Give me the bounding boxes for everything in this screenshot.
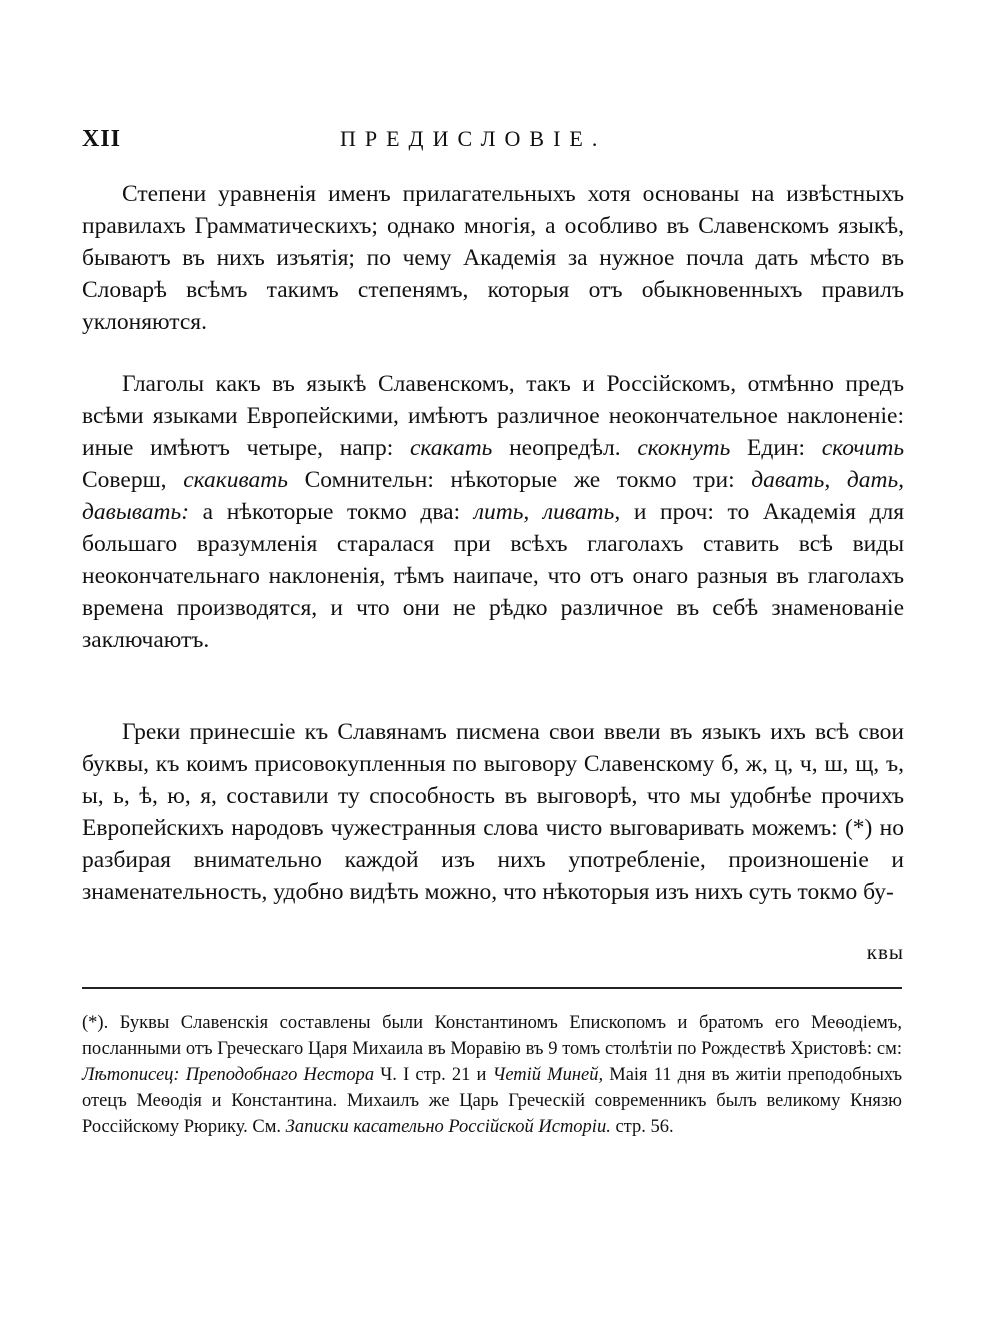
running-title: ПРЕДИСЛОВІЕ. bbox=[340, 126, 607, 151]
paragraph-verbs bbox=[82, 368, 904, 656]
paragraph-text: Един: bbox=[747, 435, 806, 461]
page-number: XII bbox=[82, 126, 122, 152]
paragraph-text: Степени уравненія именъ прилагательныхъ хотя основаны на извѣстныхъ правилахъ Грамматическихъ; однако многія, а особливо въ Славенскомъ языкѣ, бываютъ въ нихъ изъятія; по чему Академія за нужное почла дать мѣсто въ Словарѣ всѣмъ такимъ степенямъ, которыя отъ обыкновенныхъ правилъ уклоняются. bbox=[82, 181, 904, 335]
paragraph-text: неопредѣл. bbox=[509, 435, 621, 461]
verb-example: скокнуть bbox=[637, 435, 731, 461]
paragraph-text: составили ту способность въ выговорѣ, что мы удобнѣе прочихъ Европейскихъ народовъ чужестранныя слова чисто выговаривать можемъ: (*) но разбирая внимательно каждой изъ нихъ употребленіе, произношеніе и знаменательность, удобно видѣть можно, что нѣкоторыя изъ нихъ суть токмо бу- bbox=[82, 783, 905, 905]
footnote-citation: Лѣтописец: Преподобнаго Нестора bbox=[82, 1065, 375, 1085]
paragraph-text: Греки принесшіе къ Славянамъ писмена свои ввели въ языкъ ихъ всѣ свои буквы, къ коимъ присовокупленныя по выговору Славенскому bbox=[82, 719, 904, 777]
footnote-citation: Четій Миней, bbox=[492, 1065, 604, 1085]
footnote-text: (*). Буквы Славенскія составлены были Константиномъ Епископомъ и братомъ его Меѳодіемъ, посланными отъ Греческаго Царя Михаила въ Моравію въ 9 томъ столѣтіи по Рождествѣ Христовѣ: см: bbox=[82, 1013, 902, 1059]
paragraph-text: Сомнительн: нѣкоторые же токмо три: bbox=[304, 467, 735, 493]
page-header bbox=[82, 126, 902, 160]
paragraph-text: а нѣкоторые токмо два: bbox=[202, 499, 461, 525]
verb-example: скакивать bbox=[183, 467, 288, 493]
verb-example: скочить bbox=[821, 435, 905, 461]
paragraph-letters bbox=[82, 716, 904, 908]
catchword: квы bbox=[866, 940, 904, 964]
footnote-text: Маія 11 дня въ житіи преподобныхъ отецъ Меѳодія и Константина. Михаилъ же Царь Греческій современникъ былъ великому Князю Россійскому Рюрику. См. bbox=[82, 1065, 903, 1137]
footnote bbox=[82, 1010, 902, 1140]
paragraph-text: Соверш, bbox=[82, 467, 167, 493]
paragraph-text: Глаголы какъ въ языкѣ Славенскомъ, такъ и Россійскомъ, отмѣнно предъ всѣми языками Европейскими, имѣютъ различное неокончательное наклоненіе: иные имѣютъ четыре, напр: bbox=[82, 371, 904, 461]
footnote-text: Ч. I стр. 21 и bbox=[380, 1065, 487, 1085]
verb-example: скакать bbox=[409, 435, 493, 461]
paragraph-adjective-degrees bbox=[82, 178, 904, 338]
footnote-citation: Записки касательно Россійской Исторіи. bbox=[285, 1117, 611, 1137]
verb-example: давать, дать, давывать: bbox=[82, 467, 905, 525]
footnote-text: стр. 56. bbox=[615, 1117, 674, 1137]
footnote-divider bbox=[82, 987, 902, 989]
letter-list: б, ж, ц, ч, ш, щ, ъ, ы, ь, ѣ, ю, я, bbox=[82, 751, 905, 809]
paragraph-text: и проч: то Академія для большаго вразумленія старалася при всѣхъ глаголахъ ставить всѣ виды неокончательнаго наклоненія, тѣмъ наипаче, что отъ онаго разныя въ глаголахъ времена производятся, и что они не рѣдко различное въ себѣ знаменованіе заключаютъ. bbox=[82, 499, 905, 653]
verb-example: лить, ливать, bbox=[473, 499, 621, 525]
